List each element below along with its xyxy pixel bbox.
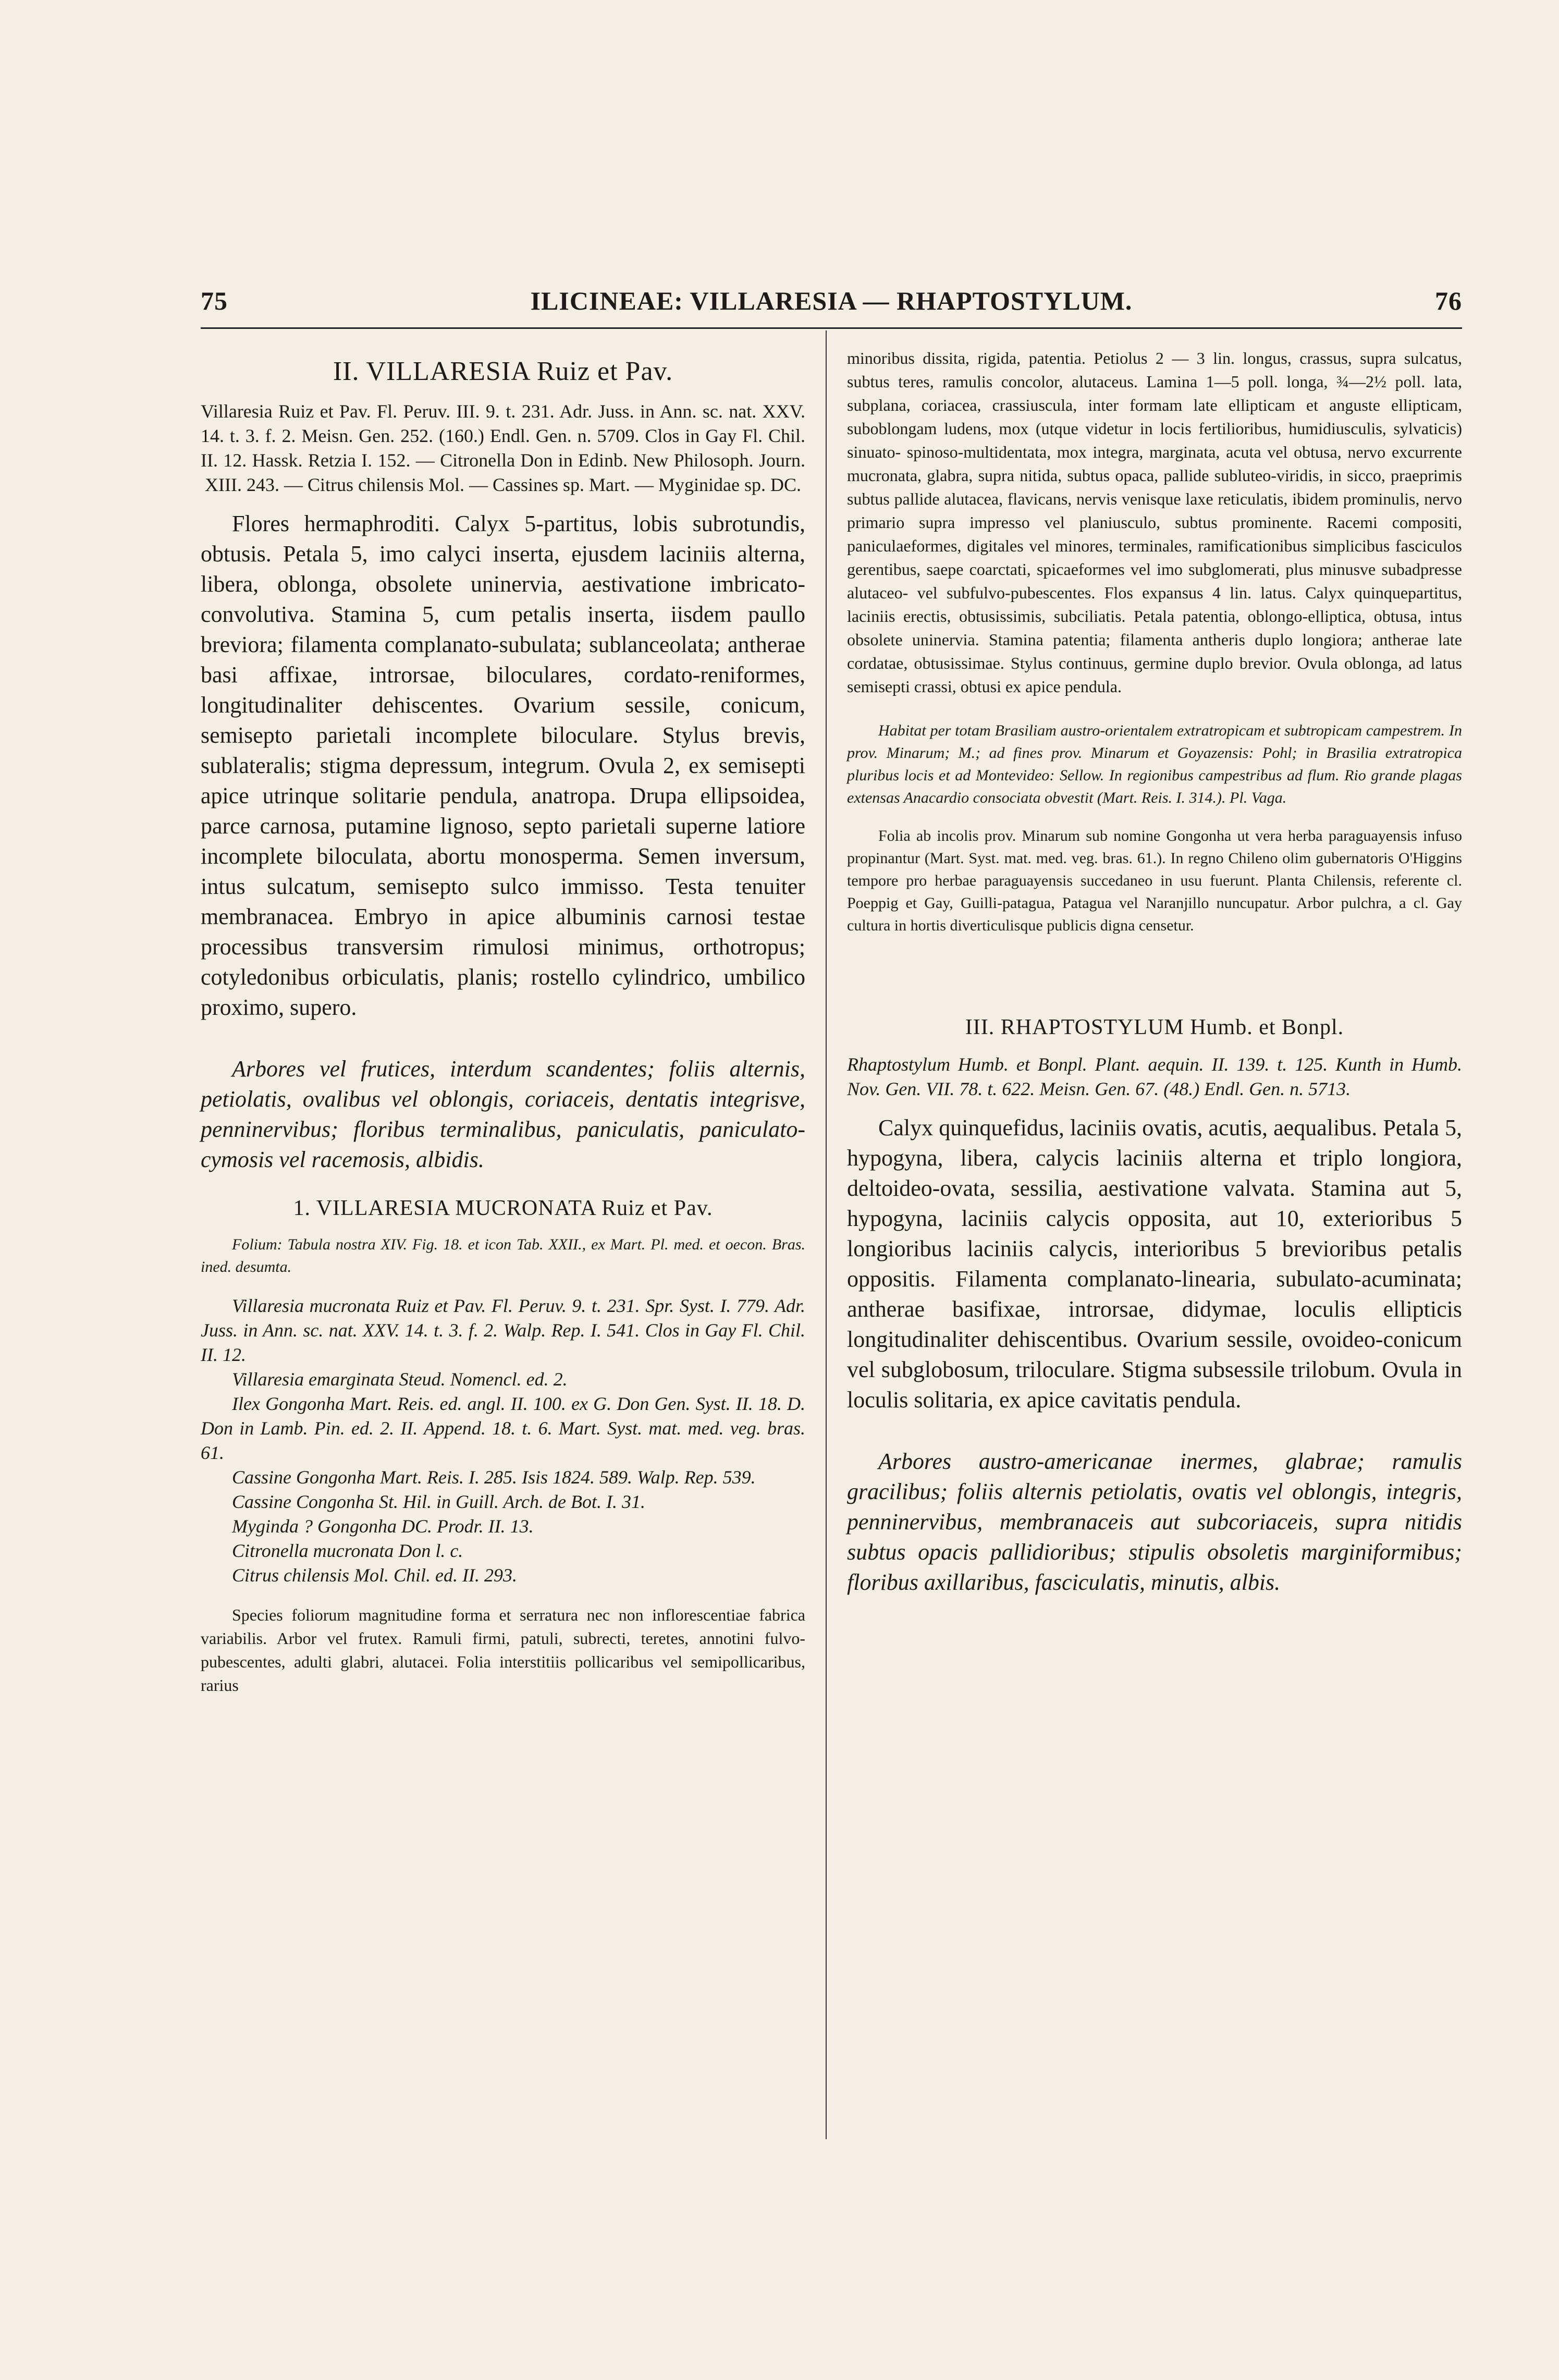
species-synonym: Citronella mucronata Don l. c. <box>232 1540 463 1561</box>
genus-synonymy: Villaresia Ruiz et Pav. Fl. Peruv. III. 9. t. 231. Adr. Juss. in Ann. sc. nat. XXV. 14. t. 3. f. 2. Meisn. Gen. 252. (160.) Endl. Gen. n. 5709. Clos in Gay Fl. Chil. II. 12. Hassk. Retzia I. 152. — Citronella Don in Edinb. New Philosoph. Journ. XIII. 243. — Citrus chilensis Mol. — Cassines sp. Mart. — Myginidae sp. DC. <box>201 401 805 495</box>
species-habitat: Habitat per totam Brasiliam austro-orientalem extratropicam et subtropicam campestrem. In prov. Minarum; M.; ad fines prov. Minarum et Goyazensis: Pohl; in Brasilia extratropica pluribus locis et ad Montevideo: Sellow. In regionibus campestribus ad flum. Rio grande plagas extensas Anacardio consociata obvestit (Mart. Reis. I. 314.). Pl. Vaga. <box>847 722 1462 806</box>
right-column <box>847 347 1462 1618</box>
page-number-left: 75 <box>201 286 228 315</box>
species-description-start: Species foliorum magnitudine forma et serratura nec non inflorescentiae fabrica variabilis. Arbor vel frutex. Ramuli firmi, patuli, subrecti, teretes, annotini fulvo-pubescentes, adulti glabri, alutacei. Folia interstitiis pollicaribus vel semipollicaribus, rarius <box>201 1605 805 1695</box>
page-number-right: 76 <box>1435 286 1462 315</box>
species-title: 1. VILLARESIA MUCRONATA Ruiz et Pav. <box>293 1196 713 1220</box>
species-synonym: Cassine Gongonha Mart. Reis. I. 285. Isis 1824. 589. Walp. Rep. 539. <box>232 1467 756 1488</box>
species-description-continued: minoribus dissita, rigida, patentia. Petiolus 2 — 3 lin. longus, crassus, supra sulcatus, subtus teres, ramulis concolor, alutaceus. Lamina 1—5 poll. longa, ¾—2½ poll. lata, subplana, coriacea, crassiuscula, inter formam late ellipticam et anguste ellipticam, suboblongam ludens, mox (utque videtur in locis fertilioribus, humidiusculis, sylvaticis) sinuato- spinoso-multidentata, mox integra, marginata, acuta vel obtusa, nervo excurrente mucronata, glabra, supra nitida, subtus opaca, pallide subluteo-viridis, in sicco, praeprimis subtus pallide alutacea, flavicans, nervis venisque laxe reticulatis, ibidem prominulis, nervo primario supra impresso vel planiusculo, subtus prominente. Racemi compositi, paniculaeformes, digitales vel minores, terminales, ramificationibus simplicibus fasciculos gerentibus, saepe coarctati, spicaeformes vel imo subglomerati, plus minusve subadpresse alutaceo- vel subfulvo-pubescentes. Flos expansus 4 lin. latus. Calyx quinquepartitus, laciniis erectis, obtusissimis, subciliatis. Petala patentia, oblongo-elliptica, obtusa, intus obsolete uninervia. Stamina patentia; filamenta antheris duplo longiora; antherae late cordatae, obtusissimae. Stylus continuus, germine duplo brevior. Ovula oblonga, ad latus semisepti crassi, obtusi ex apice pendula. <box>847 349 1462 696</box>
running-header <box>201 286 1462 322</box>
species-synonym: Citrus chilensis Mol. Chil. ed. II. 293. <box>232 1565 517 1586</box>
genus2-description: Calyx quinquefidus, laciniis ovatis, acutis, aequalibus. Petala 5, hypogyna, libera, calycis laciniis alterna et triplo longiora, deltoideo-ovata, sessilia, aestivatione valvata. Stamina aut 5, hypogyna, laciniis calycis opposita, aut 10, exterioribus 5 longioribus laciniis calycis, interioribus 5 brevioribus petalis oppositis. Filamenta complanato-linearia, subulato-acuminata; antherae basifixae, introrsae, didymae, loculis ellipticis longitudinaliter dehiscentibus. Ovarium sessile, ovoideo-conicum vel subglobosum, triloculare. Stigma subsessile trilobum. Ovula in loculis solitaria, ex apice cavitatis pendula. <box>847 1115 1462 1413</box>
species-figure-note: Folium: Tabula nostra XIV. Fig. 18. et icon Tab. XXII., ex Mart. Pl. med. et oecon. Bras. ined. desumta. <box>201 1236 805 1275</box>
species-synonym: Villaresia emarginata Steud. Nomencl. ed. 2. <box>232 1369 568 1390</box>
genus2-habit: Arbores austro-americanae inermes, glabrae; ramulis gracilibus; foliis alternis petiolatis, ovatis vel oblongis, integris, penninervibus, membranaceis aut subcoriaceis, supra nitidis subtus opacis pallidioribus; stipulis obsoletis marginiformibus; floribus axillaribus, fasciculatis, minutis, albis. <box>847 1449 1462 1595</box>
species-synonym-list <box>201 1294 805 1588</box>
header-rule <box>201 327 1462 329</box>
column-divider <box>826 330 827 2139</box>
species-synonym: Ilex Gongonha Mart. Reis. ed. angl. II. 100. ex G. Don Gen. Syst. II. 18. D. Don in Lamb. Pin. ed. 2. II. Append. 18. t. 6. Mart. Syst. mat. med. veg. bras. 61. <box>201 1393 805 1463</box>
genus2-title: III. RHAPTOSTYLUM Humb. et Bonpl. <box>965 1015 1344 1039</box>
running-title: ILICINEAE: VILLARESIA — RHAPTOSTYLUM. <box>530 286 1133 315</box>
genus-title: II. VILLARESIA Ruiz et Pav. <box>333 357 673 386</box>
genus-habit: Arbores vel frutices, interdum scandentes; foliis alternis, petiolatis, ovalibus vel oblongis, coriaceis, dentatis integrisve, penninervibus; floribus terminalibus, paniculatis, paniculato-cymosis vel racemosis, albidis. <box>201 1056 805 1172</box>
left-column <box>201 347 805 1707</box>
species-usage: Folia ab incolis prov. Minarum sub nomine Gongonha ut vera herba paraguayensis infuso propinantur (Mart. Syst. mat. med. veg. bras. 61.). In regno Chileno olim gubernatoris O'Higgins tempore pro herbae paraguayensis succedaneo in usu fuerunt. Planta Chilensis, referente cl. Poeppig et Gay, Guilli-patagua, Patagua vel Naranjillo nuncupatur. Arbor pulchra, a cl. Gay cultura in hortis diverticulisque publicis digna censetur. <box>847 827 1462 934</box>
species-synonym: Villaresia mucronata Ruiz et Pav. Fl. Peruv. 9. t. 231. Spr. Syst. I. 779. Adr. Juss. in Ann. sc. nat. XXV. 14. t. 3. f. 2. Walp. Rep. I. 541. Clos in Gay Fl. Chil. II. 12. <box>201 1295 805 1365</box>
genus-description: Flores hermaphroditi. Calyx 5-partitus, lobis subrotundis, obtusis. Petala 5, imo calyci inserta, ejusdem laciniis alterna, libera, oblonga, obsolete uninervia, aestivatione imbricato-convolutiva. Stamina 5, cum petalis inserta, iisdem paullo breviora; filamenta complanato-subulata; sublanceolata; antherae basi affixae, introrsae, biloculares, cordato-reniformes, longitudinaliter dehiscentes. Ovarium sessile, conicum, semisepto parietali incomplete biloculare. Stylus brevis, sublateralis; stigma depressum, integrum. Ovula 2, ex semisepti apice utrinque solitarie pendula, anatropa. Drupa ellipsoidea, parce carnosa, putamine lignoso, septo parietali superne latiore incomplete biloculata, abortu monosperma. Semen inversum, intus sulcatum, semisepto sulco immisso. Testa tenuiter membranacea. Embryo in apice albuminis carnosi testae processibus transversim rimulosi minimus, orthotropus; cotyledonibus orbiculatis, planis; rostello cylindrico, umbilico proximo, supero. <box>201 511 805 1020</box>
species-synonym: Cassine Congonha St. Hil. in Guill. Arch. de Bot. I. 31. <box>232 1491 645 1512</box>
genus2-synonymy: Rhaptostylum Humb. et Bonpl. Plant. aequin. II. 139. t. 125. Kunth in Humb. Nov. Gen. VII. 78. t. 622. Meisn. Gen. 67. (48.) Endl. Gen. n. 5713. <box>847 1054 1462 1099</box>
species-synonym: Myginda ? Gongonha DC. Prodr. II. 13. <box>232 1516 534 1537</box>
